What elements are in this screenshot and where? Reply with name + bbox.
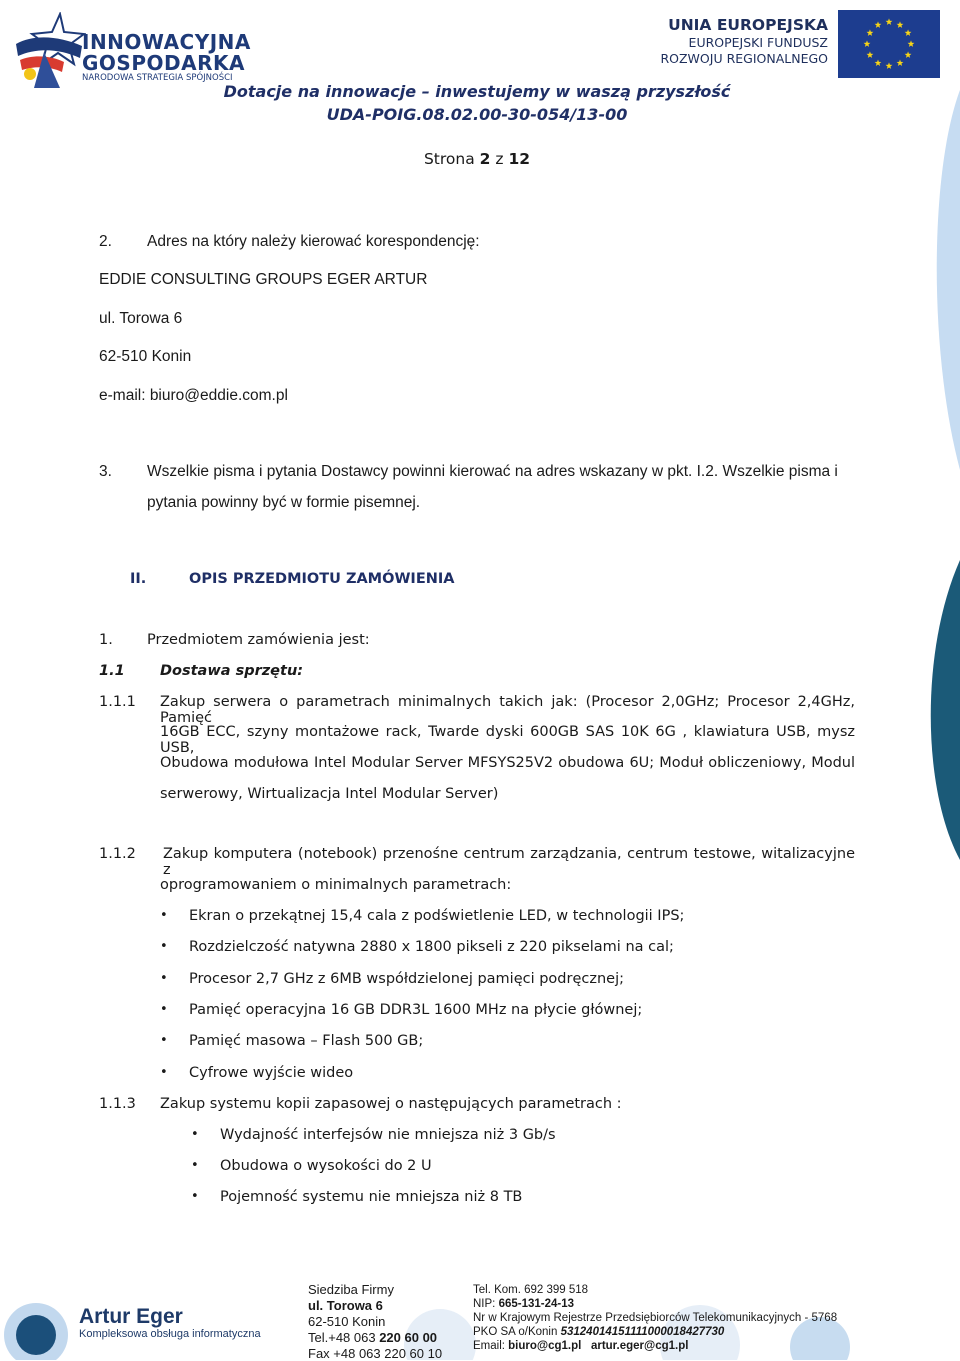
- eu-text-block: [650, 16, 828, 67]
- bullet-icon: •: [160, 1065, 168, 1080]
- bullet-icon: •: [160, 1033, 168, 1048]
- logo-line-2: GOSPODARKA: [82, 51, 245, 75]
- address-street: ul. Torowa 6: [99, 310, 183, 327]
- item-1-text: Przedmiotem zamówienia jest:: [147, 632, 370, 648]
- eu-line-2: EUROPEJSKI FUNDUSZ: [688, 35, 828, 50]
- footer-nip: NIP: 665-131-24-13: [473, 1298, 575, 1310]
- item-1-1-1-line-3: Obudowa modułowa Intel Modular Server MFSYS25V2 obudowa 6U; Moduł obliczeniowy, Modul: [160, 755, 855, 771]
- section-3-line-1: Wszelkie pisma i pytania Dostawcy powinni kierować na adres wskazany w pkt. I.2. Wszelkie pisma i: [147, 463, 838, 480]
- address-company: EDDIE CONSULTING GROUPS EGER ARTUR: [99, 271, 428, 288]
- decorative-side-arc: [900, 90, 960, 860]
- project-slogan: Dotacje na innowacje – inwestujemy w waszą przyszłość: [223, 82, 731, 101]
- backup-spec: Wydajność interfejsów nie mniejsza niż 3 Gb/s: [220, 1127, 556, 1143]
- notebook-spec: Procesor 2,7 GHz z 6MB współdzielonej pamięci podręcznej;: [189, 971, 624, 987]
- bullet-icon: •: [160, 908, 168, 923]
- footer-street: ul. Torowa 6: [308, 1298, 383, 1313]
- logo-line-1: INNOWACYJNA: [82, 30, 251, 54]
- item-1-1-number: 1.1: [99, 663, 125, 679]
- bullet-icon: •: [191, 1127, 199, 1142]
- item-1-1-1-number: 1.1.1: [99, 694, 136, 710]
- bullet-icon: •: [191, 1158, 199, 1173]
- page-number: Strona 2 z 12: [423, 150, 531, 168]
- footer-krs: Nr w Krajowym Rejestrze Przedsiębiorców Telekomunikacyjnych - 5768: [473, 1312, 838, 1324]
- backup-spec: Obudowa o wysokości do 2 U: [220, 1158, 432, 1174]
- item-1-1-3-text: Zakup systemu kopii zapasowej o następujących parametrach :: [160, 1096, 622, 1112]
- item-1-1-3-number: 1.1.3: [99, 1096, 136, 1112]
- backup-spec: Pojemność systemu nie mniejsza niż 8 TB: [220, 1189, 523, 1205]
- notebook-spec: Cyfrowe wyjście wideo: [189, 1065, 354, 1081]
- notebook-spec: Pamięć masowa – Flash 500 GB;: [189, 1033, 424, 1049]
- item-1-1-1-line-2: 16GB ECC, szyny montażowe rack, Twarde dyski 600GB SAS 10K 6G , klawiatura USB, mysz USB,: [160, 724, 855, 756]
- section-3-number: 3.: [99, 463, 112, 480]
- section-3-line-2: pytania powinny być w formie pisemnej.: [147, 494, 421, 511]
- notebook-spec: Ekran o przekątnej 15,4 cala z podświetlenie LED, w technologii IPS;: [189, 908, 685, 924]
- footer-city: 62-510 Konin: [308, 1314, 386, 1329]
- section-2-number: 2.: [99, 233, 112, 250]
- logo-line-3: NARODOWA STRATEGIA SPÓJNOŚCI: [82, 73, 233, 83]
- item-1-1-text: Dostawa sprzętu:: [160, 663, 304, 679]
- eu-line-1: UNIA EUROPEJSKA: [668, 16, 828, 34]
- eu-line-3: ROZWOJU REGIONALNEGO: [660, 51, 828, 66]
- item-1-number: 1.: [99, 632, 113, 648]
- eu-flag-icon: [838, 10, 940, 78]
- innowacyjna-gospodarka-logo: [14, 12, 254, 92]
- chapter-title: OPIS PRZEDMIOTU ZAMÓWIENIA: [189, 571, 455, 587]
- item-1-1-1-line-1: Zakup serwera o parametrach minimalnych takich jak: (Procesor 2,0GHz; Procesor 2,4GHz, Pamięć: [160, 694, 855, 726]
- section-2-text: Adres na który należy kierować korespondencję:: [147, 233, 480, 250]
- footer-seat-label: Siedziba Firmy: [308, 1282, 394, 1297]
- chapter-number: II.: [130, 571, 147, 587]
- item-1-1-2-line-1: Zakup komputera (notebook) przenośne centrum zarządzania, centrum testowe, witalizacyjne z: [163, 846, 855, 878]
- footer-tagline: Kompleksowa obsługa informatyczna: [79, 1328, 261, 1340]
- footer-email-link-1[interactable]: biuro@cg1.pl: [508, 1340, 582, 1352]
- footer-mobile: Tel. Kom. 692 399 518: [473, 1284, 589, 1296]
- address-city: 62-510 Konin: [99, 348, 192, 365]
- footer-bank: PKO SA o/Konin 53124014151111000018427730: [473, 1326, 725, 1338]
- item-1-1-2-line-2: oprogramowaniem o minimalnych parametrach:: [160, 877, 512, 893]
- footer-brand: Artur Eger: [79, 1305, 183, 1328]
- bullet-icon: •: [191, 1189, 199, 1204]
- project-code: UDA-POIG.08.02.00-30-054/13-00: [326, 105, 628, 124]
- bullet-icon: •: [160, 971, 168, 986]
- footer-email-link-2[interactable]: artur.eger@cg1.pl: [590, 1340, 689, 1352]
- notebook-spec: Rozdzielczość natywna 2880 x 1800 pikseli z 220 pikselami na cal;: [189, 939, 674, 955]
- bullet-icon: •: [160, 939, 168, 954]
- notebook-spec: Pamięć operacyjna 16 GB DDR3L 1600 MHz na płycie głównej;: [189, 1002, 643, 1018]
- innowacyjna-star-icon: [14, 12, 86, 90]
- item-1-1-2-number: 1.1.2: [99, 846, 136, 862]
- item-1-1-1-line-4: serwerowy, Wirtualizacja Intel Modular Server): [160, 786, 499, 802]
- bullet-icon: •: [160, 1002, 168, 1017]
- address-email: e-mail: biuro@eddie.com.pl: [99, 387, 288, 404]
- footer-phone: Tel.+48 063 220 60 00: [308, 1330, 438, 1345]
- footer-fax: Fax +48 063 220 60 10: [308, 1346, 443, 1361]
- footer-email: Email: biuro@cg1.pl artur.eger@cg1.pl: [473, 1340, 689, 1352]
